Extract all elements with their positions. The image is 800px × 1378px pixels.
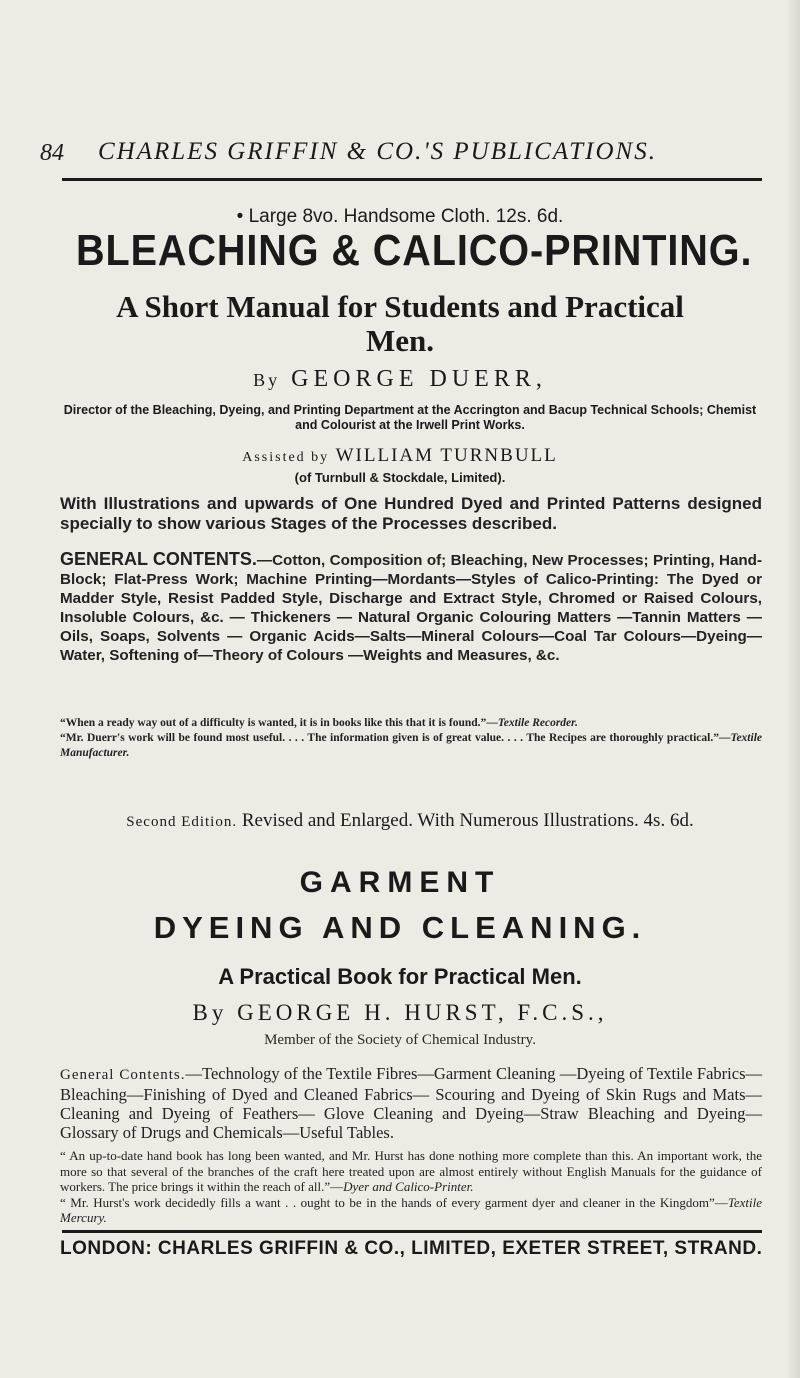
book2-quote1-text: “ An up-to-date hand book has long been wanted, and Mr. Hurst has done nothing more complete than this. An important work, the more so that several of the branches of the craft here treated upon are almost entirely without English Manuals for the guidance of workers. The price brings it within the reach of all.”— [60, 1148, 762, 1194]
book2-title-line1: GARMENT [299, 866, 501, 899]
book2-author: By GEORGE H. HURST, F.C.S., [192, 1000, 608, 1025]
book1-contents [60, 550, 762, 665]
book1-title: BLEACHING & CALICO-PRINTING. [76, 226, 753, 275]
page-header [40, 138, 760, 174]
book2-member: Member of the Society of Chemical Industry. [264, 1032, 536, 1048]
book1-affiliation: Director of the Bleaching, Dyeing, and Printing Department at the Accrington and Bacup Technical Schools; Chemist and Colourist at the Irwell Print Works. [63, 403, 757, 432]
publisher-imprint: LONDON: CHARLES GRIFFIN & CO., LIMITED, EXETER STREET, STRAND. [60, 1238, 763, 1259]
page-edge [786, 0, 800, 1378]
header-rule [62, 178, 762, 181]
book1-assisted-note: (of Turnbull & Stockdale, Limited). [294, 470, 506, 485]
running-head: CHARLES GRIFFIN & CO.'S PUBLICATIONS. [98, 138, 657, 165]
book1-quote2-text: “Mr. Duerr's work will be found most useful. . . . The information given is of great value. . . . The Recipes are thoroughly practical.”— [60, 732, 731, 744]
book2-contents-text: —Technology of the Textile Fibres—Garment Cleaning —Dyeing of Textile Fabrics—Bleaching—Finishing of Dyed and Cleaned Fabrics— Scouring and Dyeing of Skin Rugs and Mats—Cleaning and Dyeing of Feathers— Glove Cleaning and Dyeing—Straw Bleaching and Dyeing—Glossary of Drugs and Chemicals—Useful Tables. [60, 1064, 762, 1142]
book1-author-prefix: By [253, 370, 281, 390]
book1-contents-text: —Cotton, Composition of; Bleaching, New Processes; Printing, Hand-Block; Flat-Press Work; Machine Printing—Mordants—Styles of Calico-Printing: The Dyed or Madder Style, Resist Padded Style, Discharge and Extract Style, Chromed or Raised Colours, Insoluble Colours, &c. — Thickeners — Natural Organic Colouring Matters —Tannin Matters — Oils, Soaps, Solvents — Organic Acids—Salts—Mineral Colours—Coal Tar Colours—Dyeing—Water, Softening of—Theory of Colours —Weights and Measures, &c. [60, 552, 763, 664]
book2-subtitle: A Practical Book for Practical Men. [218, 964, 582, 989]
book1-author [40, 366, 760, 393]
footer-rule [62, 1230, 762, 1233]
book1-quote1-text: “When a ready way out of a difficulty is wanted, it is in books like this that it is found.”— [60, 717, 498, 729]
book1-subtitle: A Short Manual for Students and Practical Men. [116, 289, 684, 358]
book2-edition [60, 808, 760, 835]
book1-reviews [60, 716, 762, 761]
book2-edition-lead: Second Edition. [126, 814, 238, 830]
book1-assisted-name: WILLIAM TURNBULL [335, 445, 558, 466]
book1-author-name: GEORGE DUERR, [291, 366, 547, 392]
book2-edition-rest: Revised and Enlarged. With Numerous Illustrations. 4s. 6d. [241, 810, 694, 831]
book2-reviews [60, 1148, 762, 1226]
book1-format-line: • Large 8vo. Handsome Cloth. 12s. 6d. [236, 206, 564, 227]
book1-contents-lead: GENERAL CONTENTS. [60, 549, 257, 569]
book1-assisted-prefix: Assisted by [242, 450, 330, 465]
book1-assisted [40, 445, 760, 467]
page-number: 84 [40, 140, 64, 166]
book1-quote1-source: Textile Recorder. [497, 717, 578, 729]
book1-quote2-source: Textile Manufacturer. [60, 732, 762, 759]
book2-contents [60, 1064, 762, 1142]
book1-illustrations: With Illustrations and upwards of One Hundred Dyed and Printed Patterns designed specially to show various Stages of the Processes described. [60, 494, 762, 533]
book2-contents-lead: General Contents. [60, 1067, 186, 1083]
book2-quote1-source: Dyer and Calico-Printer. [343, 1179, 474, 1194]
book2-quote2-text: “ Mr. Hurst's work decidedly fills a want . . ought to be in the hands of every garment dyer and cleaner in the Kingdom”— [60, 1194, 728, 1210]
book2-title-line2: DYEING AND CLEANING. [153, 910, 647, 945]
book2-quote2-source: Textile Mercury. [60, 1194, 762, 1225]
